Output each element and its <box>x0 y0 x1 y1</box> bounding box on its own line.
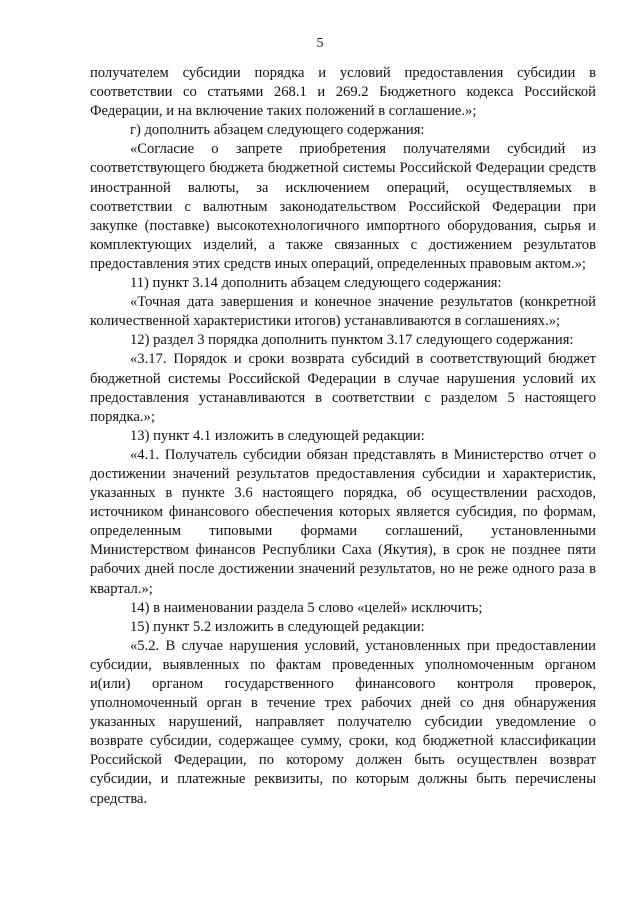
paragraph-item-g: г) дополнить абзацем следующего содержания: <box>130 122 425 139</box>
paragraph-quote-currency: «Согласие о запрете приобретения получателями субсидий из соответствующего бюджета бюджетной системы Российской Федерации средств иностранной валюты, за исключением операций, осуществляемых в соответствии с валютным законодательством Российской Федерации при закупке (поставке) высокотехнологичного импортного оборудования, сырья и комплектующих изделий, а также связанных с достижением результатов предоставления этих средств иных операций, определенных правовым актом.»; <box>90 141 596 272</box>
paragraph-item-12: 12) раздел 3 порядка дополнить пунктом 3.17 следующего содержания: <box>130 332 574 349</box>
paragraph-quote-results-date: «Точная дата завершения и конечное значение результатов (конкретной количественной характеристики итогов) устанавливаются в соглашениях.»; <box>90 294 596 330</box>
paragraph-quote-5-2: «5.2. В случае нарушения условий, установленных при предоставлении субсидии, выявленных по фактам проведенных уполномоченным органом и(или) органом государственного финансового контроля проверок, уполномоченный орган в течение трех рабочих дней со дня обнаружения указанных нарушений, направляет получателю субсидии уведомление о возврате субсидии, содержащее сумму, сроки, код бюджетной классификации Российской Федерации, по которому должен быть осуществлен возврат субсидии, и платежные реквизиты, по которым должны быть перечислены средства. <box>90 637 596 807</box>
paragraph-continuation: получателем субсидии порядка и условий предоставления субсидии в соответствии со статьями 268.1 и 269.2 Бюджетного кодекса Российской Федерации, и на включение таких положений в соглашение.»; <box>90 65 596 120</box>
paragraph-quote-3-17: «3.17. Порядок и сроки возврата субсидий в соответствующий бюджет бюджетной системы Российской Федерации в случае нарушения условий их предоставления устанавливаются в соответствии с разделом 5 настоящего порядка.»; <box>90 351 596 425</box>
paragraph-quote-4-1: «4.1. Получатель субсидии обязан представлять в Министерство отчет о достижении значений результатов предоставления субсидии и характеристик, указанных в пункте 3.6 настоящего порядка, об осуществлении расходов, источником финансового обеспечения которых является субсидия, по формам, определенным типовыми формами соглашений, установленными Министерством финансов Республики Саха (Якутия), в срок не позднее пяти рабочих дней после достижении значений результатов, но не реже одного раза в квартал.»; <box>90 446 596 597</box>
document-body <box>90 64 596 809</box>
page-number: 5 <box>316 36 324 51</box>
paragraph-item-15: 15) пункт 5.2 изложить в следующей редакции: <box>130 618 425 635</box>
paragraph-item-14: 14) в наименовании раздела 5 слово «целей» исключить; <box>130 599 483 616</box>
paragraph-item-11: 11) пункт 3.14 дополнить абзацем следующего содержания: <box>130 275 502 292</box>
paragraph-item-13: 13) пункт 4.1 изложить в следующей редакции: <box>130 427 425 444</box>
